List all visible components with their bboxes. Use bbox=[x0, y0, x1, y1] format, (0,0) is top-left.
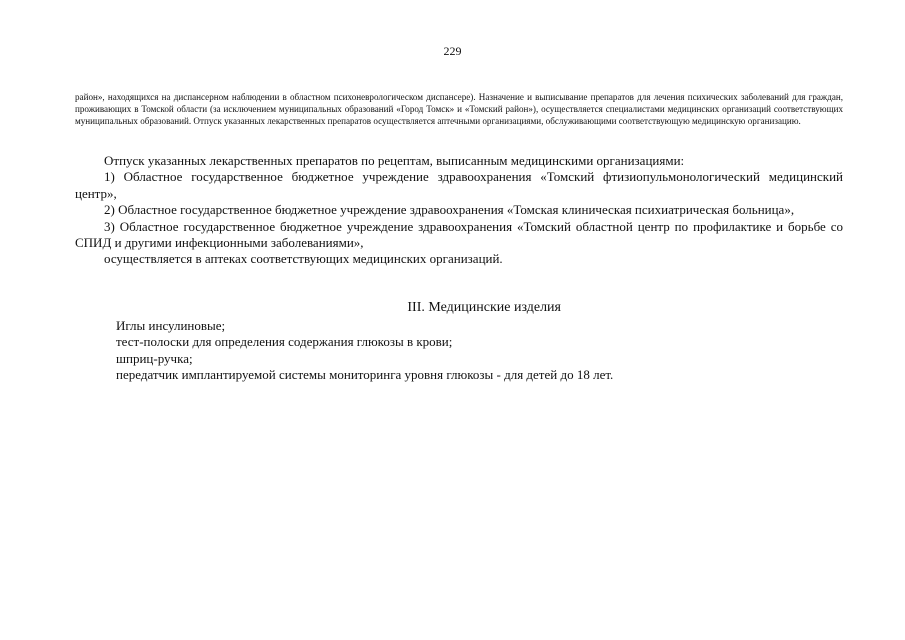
section-heading: III. Медицинские изделия bbox=[407, 300, 561, 315]
list-item: передатчик имплантируемой системы мониторинга уровня глюкозы - для детей до 18 лет. bbox=[116, 367, 614, 383]
list-item: шприц-ручка; bbox=[116, 350, 193, 366]
organization-item-1: 1) Областное государственное бюджетное учреждение здравоохранения «Томский фтизиопульмонологический медицинский центр», bbox=[75, 169, 843, 201]
continuation-paragraph: район», находящихся на диспансерном наблюдении в областном психоневрологическом диспансере). Назначение и выписывание препаратов для лечения психических заболеваний для граждан, проживающих в Томской области (за исключением муниципальных образований «Город Томск» и «Томский район»), осуществляется специалистами медицинских организаций соответствующих муниципальных образований. Отпуск указанных лекарственных препаратов осуществляется аптечными организациями, обслуживающими соответствующую медицинскую организацию. bbox=[75, 92, 843, 126]
dispensing-closing: осуществляется в аптеках соответствующих медицинских организаций. bbox=[104, 251, 503, 267]
list-item: Иглы инсулиновые; bbox=[116, 318, 226, 333]
dispensing-intro: Отпуск указанных лекарственных препаратов по рецептам, выписанным медицинскими организациями: bbox=[104, 153, 685, 168]
page-number: 229 bbox=[443, 44, 462, 58]
organization-item-2: 2) Областное государственное бюджетное учреждение здравоохранения «Томская клиническая психиатрическая больница», bbox=[104, 202, 795, 218]
medical-devices-list bbox=[116, 318, 816, 384]
dispensing-section bbox=[75, 153, 843, 268]
organization-item-3: 3) Областное государственное бюджетное учреждение здравоохранения «Томский областной центр по профилактике и борьбе со СПИД и другими инфекционными заболеваниями», bbox=[75, 218, 843, 251]
list-item: тест-полоски для определения содержания глюкозы в крови; bbox=[116, 334, 453, 350]
